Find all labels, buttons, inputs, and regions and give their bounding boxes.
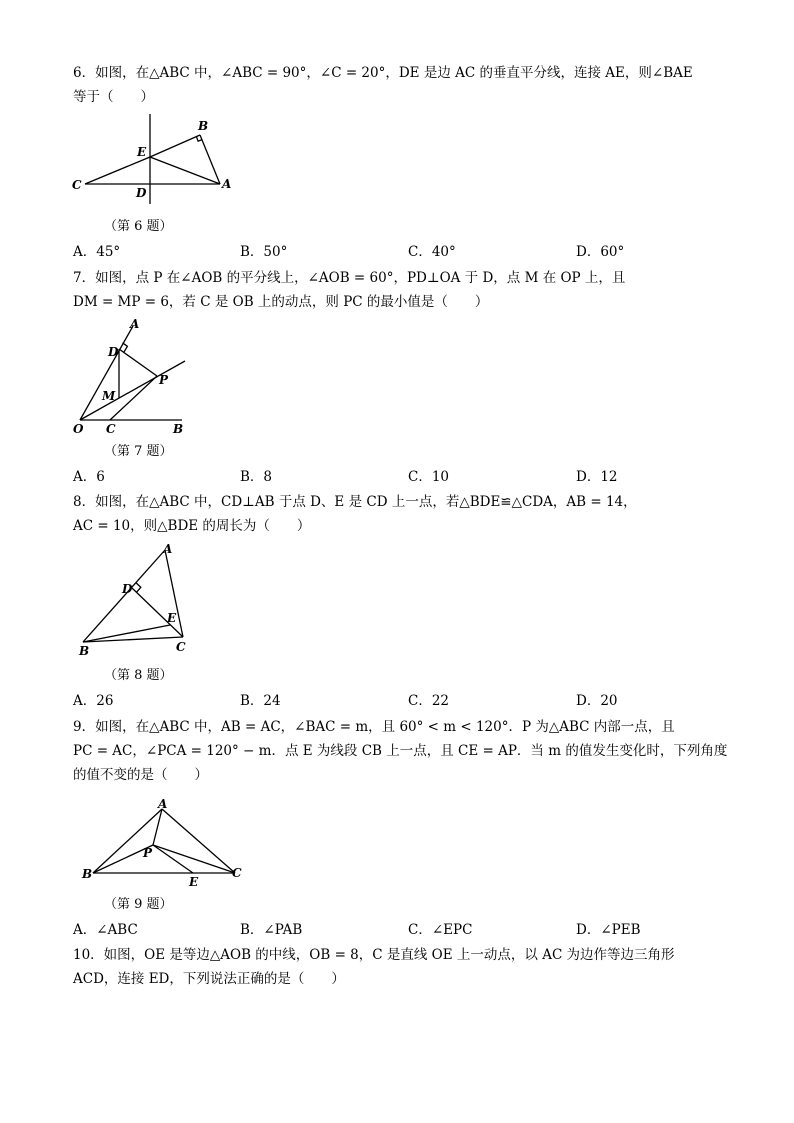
fig8-label-C: C bbox=[176, 640, 186, 654]
figure-question-7 bbox=[70, 316, 195, 436]
fig7-label-B: B bbox=[173, 422, 184, 436]
question-7-option-b[interactable]: B．8 bbox=[240, 469, 273, 485]
fig7-label-C: C bbox=[106, 422, 116, 436]
question-7-line-1: 7．如图，点 P 在∠AOB 的平分线上，∠AOB = 60°，PD⊥OA 于 D，点 M 在 OP 上，且 bbox=[73, 270, 626, 286]
fig9-label-A: A bbox=[158, 797, 168, 811]
question-6-caption: （第 6 题） bbox=[104, 219, 173, 234]
question-9-caption: （第 9 题） bbox=[104, 897, 173, 912]
question-6-option-b[interactable]: B．50° bbox=[240, 244, 288, 260]
question-7-option-a[interactable]: A．6 bbox=[73, 469, 105, 485]
fig8-label-B: B bbox=[79, 644, 90, 658]
fig6-segment-EA bbox=[150, 157, 220, 184]
question-10-line-2: ACD，连接 ED，下列说法正确的是（ ） bbox=[73, 971, 345, 987]
fig9-segment-AP bbox=[153, 809, 162, 845]
question-7-caption: （第 7 题） bbox=[104, 444, 173, 459]
question-8-option-a[interactable]: A．26 bbox=[73, 693, 114, 709]
fig9-label-E: E bbox=[189, 875, 199, 889]
question-6-option-d[interactable]: D．60° bbox=[576, 244, 625, 260]
fig7-label-M: M bbox=[102, 389, 116, 403]
question-9-option-b[interactable]: B．∠PAB bbox=[240, 922, 303, 938]
fig6-label-A: A bbox=[222, 177, 232, 191]
fig7-label-P: P bbox=[159, 373, 169, 387]
fig6-label-D: D bbox=[136, 186, 147, 200]
fig6-segment-EB bbox=[150, 135, 200, 157]
question-8-option-b[interactable]: B．24 bbox=[240, 693, 281, 709]
figure-question-8 bbox=[75, 540, 200, 660]
fig7-ray-OP bbox=[80, 361, 185, 420]
fig9-label-B: B bbox=[82, 867, 93, 881]
figure-question-6 bbox=[70, 112, 245, 207]
fig7-label-O: O bbox=[73, 422, 84, 436]
fig8-label-A: A bbox=[163, 542, 173, 556]
fig6-label-E: E bbox=[137, 145, 147, 159]
question-9-line-2: PC = AC，∠PCA = 120° − m．点 E 为线段 CB 上一点，且 CE = AP．当 m 的值发生变化时，下列角度 bbox=[73, 743, 728, 759]
fig9-segment-AC bbox=[162, 809, 235, 873]
question-9-option-c[interactable]: C．∠EPC bbox=[408, 922, 473, 938]
fig9-segment-PC bbox=[153, 845, 235, 873]
question-6-option-c[interactable]: C．40° bbox=[408, 244, 456, 260]
fig9-segment-AB bbox=[93, 809, 162, 873]
fig8-right-angle-mark bbox=[136, 583, 141, 592]
question-9-line-3: 的值不变的是（ ） bbox=[73, 767, 208, 783]
fig9-label-P: P bbox=[143, 846, 153, 860]
fig7-segment-DP bbox=[119, 349, 157, 376]
fig9-label-C: C bbox=[232, 866, 242, 880]
fig8-label-E: E bbox=[167, 611, 177, 625]
question-8-caption: （第 8 题） bbox=[104, 668, 173, 683]
question-10-line-1: 10．如图，OE 是等边△AOB 的中线，OB = 8，C 是直线 OE 上一动点，以 AC 为边作等边三角形 bbox=[73, 947, 675, 963]
question-9-option-d[interactable]: D．∠PEB bbox=[576, 922, 641, 938]
question-9-line-1: 9．如图，在△ABC 中，AB = AC，∠BAC = m，且 60° < m < 120°．P 为△ABC 内部一点，且 bbox=[73, 719, 675, 735]
fig8-label-D: D bbox=[122, 582, 133, 596]
question-8-option-c[interactable]: C．22 bbox=[408, 693, 450, 709]
question-9-option-a[interactable]: A．∠ABC bbox=[73, 922, 138, 938]
question-6-line-2: 等于（ ） bbox=[73, 89, 154, 105]
fig7-label-D: D bbox=[108, 345, 119, 359]
question-6-option-a[interactable]: A．45° bbox=[73, 244, 121, 260]
fig6-label-B: B bbox=[198, 119, 209, 133]
question-8-option-d[interactable]: D．20 bbox=[576, 693, 618, 709]
question-6-line-1: 6．如图，在△ABC 中，∠ABC = 90°，∠C = 20°，DE 是边 AC 的垂直平分线，连接 AE，则∠BAE bbox=[73, 65, 693, 81]
fig6-segment-CE bbox=[85, 157, 150, 184]
question-7-option-c[interactable]: C．10 bbox=[408, 469, 450, 485]
question-8-line-2: AC = 10，则△BDE 的周长为（ ） bbox=[73, 518, 311, 534]
question-7-option-d[interactable]: D．12 bbox=[576, 469, 618, 485]
question-7-line-2: DM = MP = 6，若 C 是 OB 上的动点，则 PC 的最小值是（ ） bbox=[73, 294, 489, 310]
question-8-line-1: 8．如图，在△ABC 中，CD⊥AB 于点 D、E 是 CD 上一点，若△BDE≌△CDA，AB = 14， bbox=[73, 494, 637, 510]
figure-question-9 bbox=[75, 797, 255, 892]
fig7-label-A: A bbox=[130, 317, 140, 331]
fig6-segment-BA bbox=[200, 135, 220, 184]
fig7-segment-CP bbox=[110, 376, 157, 420]
fig9-segment-PE bbox=[153, 845, 193, 873]
fig6-label-C: C bbox=[72, 178, 82, 192]
